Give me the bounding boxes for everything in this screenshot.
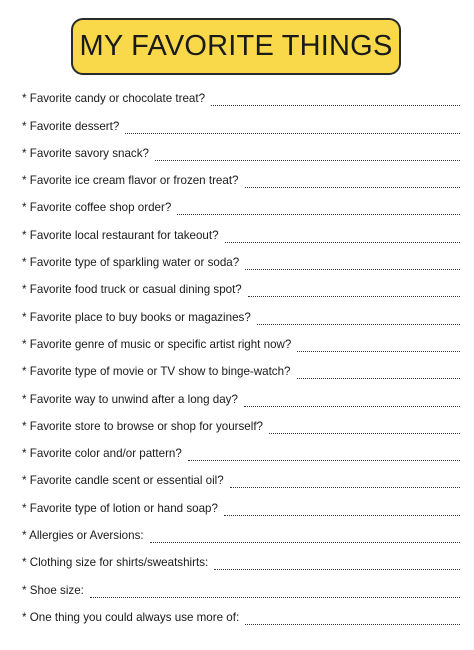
question-label: * Favorite type of sparkling water or soda? — [22, 256, 240, 270]
list-item — [22, 437, 460, 464]
question-label: * Favorite type of movie or TV show to binge-watch? — [22, 365, 291, 379]
question-label: * Favorite store to browse or shop for yourself? — [22, 419, 264, 433]
question-label: * Favorite coffee shop order? — [22, 201, 172, 215]
question-label: * Favorite type of lotion or hand soap? — [22, 501, 218, 515]
question-label: * Favorite genre of music or specific artist right now? — [22, 337, 292, 351]
question-label: * One thing you could always use more of: — [22, 610, 240, 624]
list-item — [22, 410, 460, 437]
answer-line[interactable] — [177, 213, 460, 215]
list-item — [22, 355, 460, 382]
list-item — [22, 109, 460, 136]
answer-line[interactable] — [225, 241, 460, 243]
answer-line[interactable] — [269, 432, 460, 434]
list-item — [22, 519, 460, 546]
question-label: * Favorite food truck or casual dining spot? — [22, 283, 242, 297]
list-item — [22, 164, 460, 191]
answer-line[interactable] — [214, 568, 460, 570]
answer-line[interactable] — [245, 186, 461, 188]
list-item — [22, 491, 460, 518]
list-item — [22, 601, 460, 628]
page-title: MY FAVORITE THINGS — [79, 30, 393, 62]
list-item — [22, 546, 460, 573]
answer-line[interactable] — [150, 541, 460, 543]
list-item — [22, 464, 460, 491]
answer-line[interactable] — [125, 132, 460, 134]
answer-line[interactable] — [297, 350, 460, 352]
list-item — [22, 191, 460, 218]
question-label: * Favorite color and/or pattern? — [22, 447, 182, 461]
list-item — [22, 328, 460, 355]
answer-line[interactable] — [90, 596, 460, 598]
answer-line[interactable] — [211, 104, 460, 106]
list-item — [22, 300, 460, 327]
question-label: * Favorite local restaurant for takeout? — [22, 228, 219, 242]
answer-line[interactable] — [230, 486, 460, 488]
answer-line[interactable] — [245, 268, 460, 270]
questionnaire-list — [22, 82, 460, 628]
list-item — [22, 137, 460, 164]
answer-line[interactable] — [257, 323, 460, 325]
question-label: * Favorite savory snack? — [22, 146, 149, 160]
answer-line[interactable] — [248, 295, 460, 297]
question-label: * Favorite dessert? — [22, 119, 120, 133]
list-item — [22, 82, 460, 109]
question-label: * Favorite candy or chocolate treat? — [22, 92, 206, 106]
question-label: * Favorite way to unwind after a long day? — [22, 392, 238, 406]
title-banner — [71, 18, 401, 75]
answer-line[interactable] — [245, 623, 460, 625]
list-item — [22, 246, 460, 273]
question-label: * Favorite candle scent or essential oil? — [22, 474, 224, 488]
list-item — [22, 382, 460, 409]
question-label: * Favorite ice cream flavor or frozen treat? — [22, 174, 239, 188]
question-label: * Allergies or Aversions: — [22, 529, 144, 543]
list-item — [22, 218, 460, 245]
question-label: * Shoe size: — [22, 583, 84, 597]
answer-line[interactable] — [224, 514, 460, 516]
answer-line[interactable] — [188, 459, 460, 461]
answer-line[interactable] — [297, 377, 460, 379]
list-item — [22, 273, 460, 300]
list-item — [22, 573, 460, 600]
answer-line[interactable] — [155, 159, 460, 161]
title-box — [71, 18, 401, 75]
answer-line[interactable] — [244, 405, 460, 407]
question-label: * Favorite place to buy books or magazines? — [22, 310, 251, 324]
question-label: * Clothing size for shirts/sweatshirts: — [22, 556, 209, 570]
